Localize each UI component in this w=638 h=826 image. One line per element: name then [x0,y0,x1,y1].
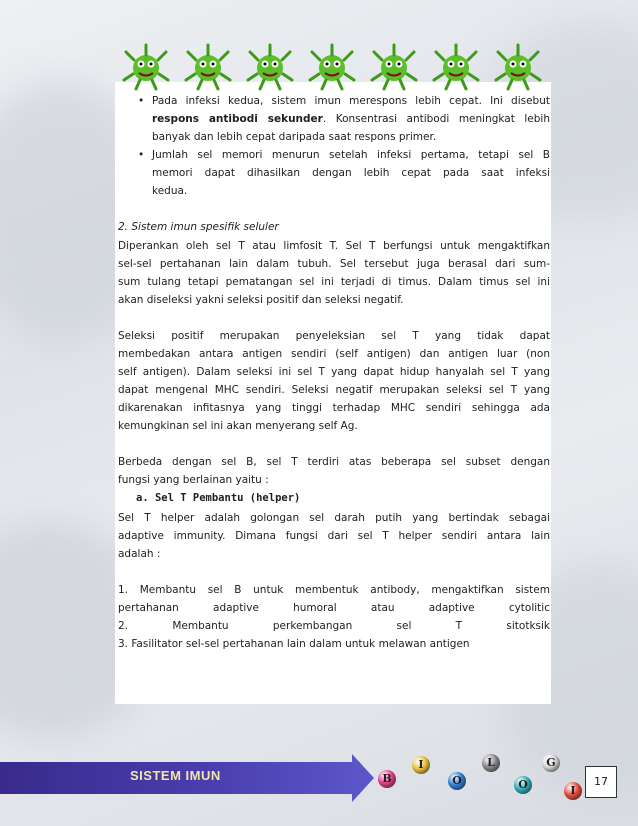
paragraph-line: sum tulang tetapi pematangan sel ini terjadi di timus. Dalam timus sel ini [118,276,550,288]
paragraph-line: Seleksi positif merupakan penyeleksian sel T yang tidak dapat [118,330,550,342]
letter-ball-text: O [452,774,462,787]
letter-ball [412,756,430,774]
paragraph-line: Berbeda dengan sel B, sel T terdiri atas beberapa sel subset dengan [118,456,550,468]
paragraph-line: fungsi yang berlainan yaitu : [118,474,269,486]
paragraph-line: akan diseleksi yakni seleksi positif dan seleksi negatif. [118,294,404,306]
virus-bug-icon [368,40,420,92]
virus-bug-icon [244,40,296,92]
bullet-2-line-1: Jumlah sel memori menurun setelah infeksi pertama, tetapi sel B [152,149,550,161]
paragraph-line: self antigen). Dalam seleksi ini sel T yang dapat hidup hanyalah sel T yang [118,366,550,378]
list-item: 1. Membantu sel B untuk membentuk antibody, mengaktifkan sistem [118,584,550,596]
paragraph-line: dapat mengenal MHC sendiri. Seleksi negatif merupakan seleksi sel T yang [118,384,550,396]
paragraph-line: sel-sel pertahanan lain dalam tubuh. Sel tersebut juga berasal dari sum- [118,258,550,270]
letter-ball-text: I [570,784,576,797]
paragraph-line: dikarenakan infitasnya yang tinggi terhadap MHC sendiri sehingga ada [118,402,550,414]
paragraph-line: Diperankan oleh sel T atau limfosit T. Sel T berfungsi untuk mengaktifkan [118,240,550,252]
letter-ball-text: I [418,758,424,771]
paragraph-line: adaptive immunity. Dimana fungsi dari sel T helper sendiri antara lain [118,530,550,542]
subheading: a. Sel T Pembantu (helper) [136,492,301,504]
virus-bug-icon [430,40,482,92]
bullet-1-line-1: Pada infeksi kedua, sistem imun merespons lebih cepat. Ini disebut [152,95,550,107]
bold-term: respons antibodi sekunder [152,113,323,125]
paragraph-line: adalah : [118,548,161,560]
letter-ball [482,754,500,772]
list-item: 2. Membantu perkembangan sel T sitotksik [118,620,550,632]
letter-ball-text: O [518,778,528,791]
bullet-1-line-2-rest: . Konsentrasi antibodi meningkat lebih [322,113,550,125]
letter-ball [514,776,532,794]
section-heading: 2. Sistem imun spesifik seluler [118,221,279,233]
list-item: pertahanan adaptive humoral atau adaptive cytolitic [118,602,550,614]
banner-label: SISTEM IMUN [130,768,221,783]
letter-ball [448,772,466,790]
bullet-1-line-2 [152,110,550,128]
bug-border [120,40,550,92]
page-number: 17 [585,766,617,798]
virus-bug-icon [492,40,544,92]
letter-ball-text: B [382,772,392,785]
virus-bug-icon [306,40,358,92]
list-item: 3. Fasilitator sel-sel pertahanan lain dalam untuk melawan antigen [118,638,470,650]
paragraph-line: membedakan antara antigen sendiri (self antigen) dan antigen luar (non [118,348,550,360]
virus-bug-icon [182,40,234,92]
bullet-2-line-3: kedua. [152,185,188,197]
letter-ball [378,770,396,788]
letter-ball [542,754,560,772]
letter-ball [564,782,582,800]
bullet-marker: • [138,149,145,161]
bullet-2-line-2: memori dapat dihasilkan dengan lebih cepat pada saat infeksi [152,167,550,179]
paragraph-line: Sel T helper adalah golongan sel darah putih yang bertindak sebagai [118,512,550,524]
bullet-1-line-3: banyak dan lebih cepat daripada saat respons primer. [152,131,437,143]
banner-arrow-icon [352,754,374,802]
letter-ball-text: L [487,756,495,769]
virus-bug-icon [120,40,172,92]
letter-ball-text: G [546,756,556,769]
bullet-marker: • [138,95,145,107]
paragraph-line: kemungkinan sel ini akan menyerang self Ag. [118,420,358,432]
